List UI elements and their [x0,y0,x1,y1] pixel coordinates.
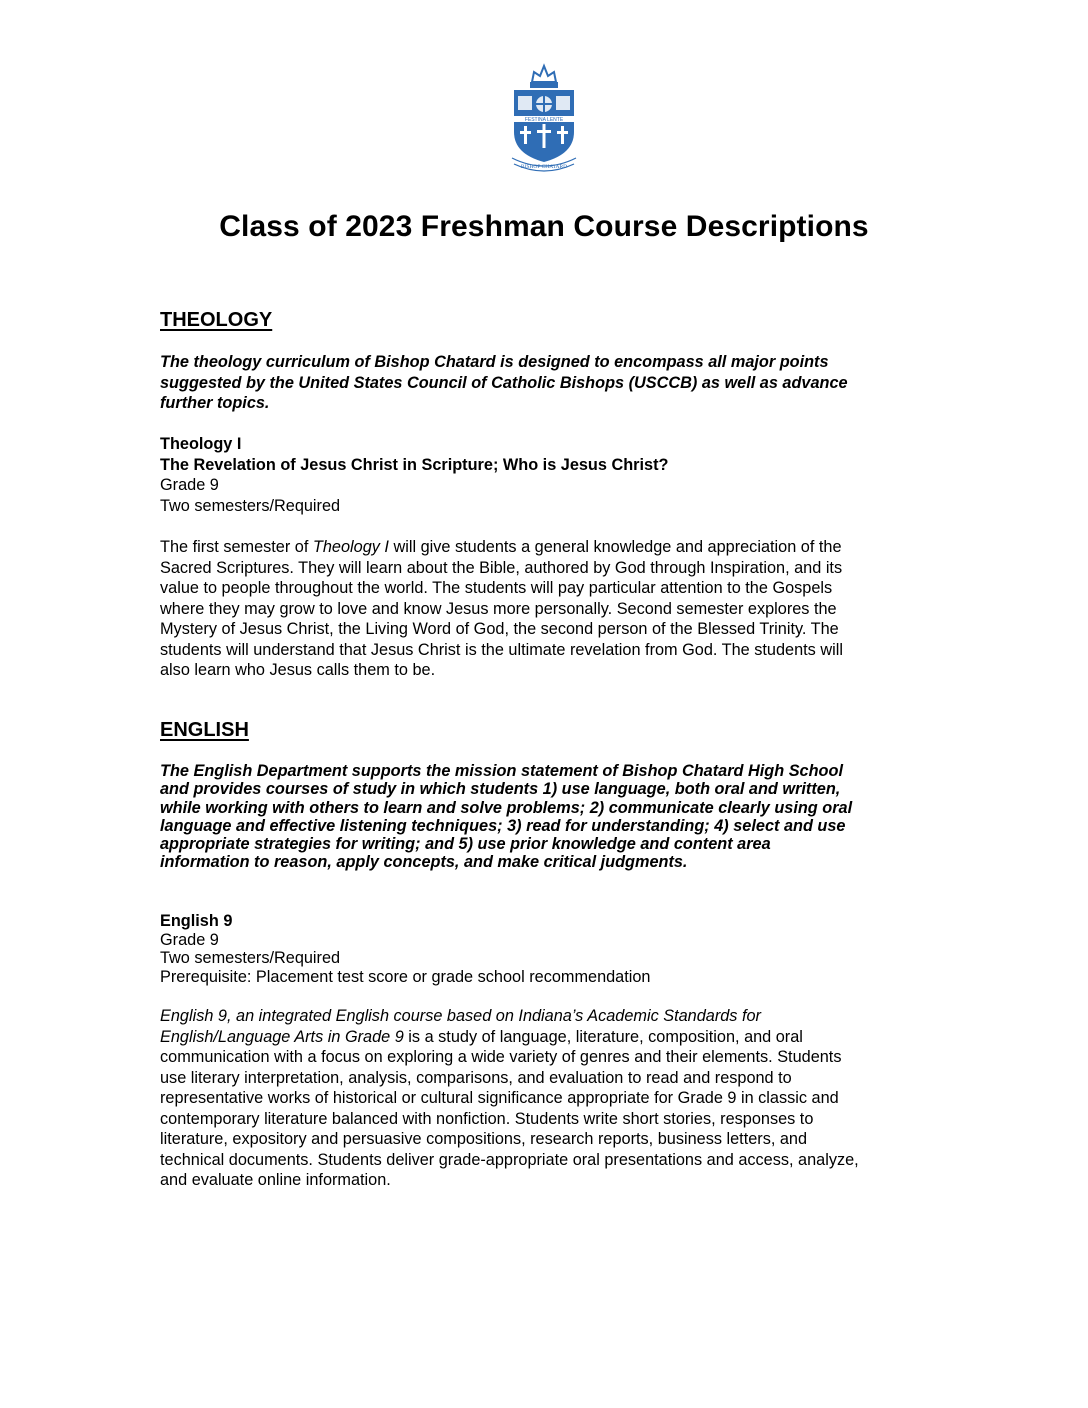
course-grade: Grade 9 [160,930,219,949]
theology-course-info [160,434,668,516]
description-line: literature, expository and persuasive compositions, research reports, business letters, and [160,1130,808,1148]
description-line: The first semester of Theology I will give students a general knowledge and appreciation of the [160,538,842,556]
theology-heading: THEOLOGY [160,309,273,331]
description-line: English/Language Arts in Grade 9 is a study of language, literature, composition, and oral [160,1027,803,1046]
course-length: Two semesters/Required [160,496,341,515]
page-title: Class of 2023 Freshman Course Descriptions [219,210,869,243]
description-line: representative works of historical or cultural significance appropriate for Grade 9 in classic and [160,1089,839,1107]
theology-intro-line: The theology curriculum of Bishop Chatard is designed to encompass all major points [160,353,829,371]
school-crest-icon [510,62,578,172]
course-name: English 9 [160,912,233,930]
course-length: Two semesters/Required [160,949,341,967]
theology-intro [160,352,848,414]
description-line: where they may grow to love and know Jesus more personally. Second semester explores the [160,599,837,618]
description-line: students will understand that Jesus Christ is the ultimate revelation from God. The students will [160,640,843,659]
course-grade: Grade 9 [160,476,219,494]
description-line: communication with a focus on exploring a wide variety of genres and their elements. Students [160,1048,842,1066]
theology-description [160,537,843,681]
course-prerequisite: Prerequisite: Placement test score or grade school recommendation [160,967,651,986]
english-description [160,1006,859,1191]
course-subtitle: The Revelation of Jesus Christ in Scripture; Who is Jesus Christ? [160,455,669,474]
description-line: contemporary literature balanced with nonfiction. Students write short stories, responses to [160,1109,814,1128]
description-line: English 9, an integrated English course based on Indiana’s Academic Standards for [160,1007,761,1025]
description-line: also learn who Jesus calls them to be. [160,661,436,679]
description-line: and evaluate online information. [160,1171,391,1189]
crest-name: BISHOP CHATARD [520,164,568,170]
english-intro-line: information to reason, apply concepts, and make critical judgments. [160,853,688,872]
english-intro-line: and provides courses of study in which students 1) use language, both oral and written, [160,780,841,799]
english-heading: ENGLISH [160,719,249,741]
crest-motto: FESTINA LENTE [524,117,564,123]
english-intro-line: language and effective listening techniques; 3) read for understanding; 4) select and use [160,816,846,835]
course-name: Theology I [160,435,242,453]
description-line: technical documents. Students deliver grade-appropriate oral presentations and access, analyze, [160,1150,859,1169]
english-intro-line: while working with others to learn and solve problems; 2) communicate clearly using oral [160,798,853,817]
description-line: Sacred Scriptures. They will learn about the Bible, authored by God through Inspiration, and its [160,558,843,577]
theology-intro-line: further topics. [160,394,270,412]
description-line: Mystery of Jesus Christ, the Living Word of God, the second person of the Blessed Trinity. The [160,620,839,638]
english-intro-line: appropriate strategies for writing; and 5) use prior knowledge and content area [160,835,771,854]
description-line: value to people throughout the world. The students will pay particular attention to the Gospels [160,579,833,597]
english-course-info [160,912,651,986]
theology-intro-line: suggested by the United States Council of Catholic Bishops (USCCB) as well as advance [160,373,848,392]
description-line: use literary interpretation, analysis, comparisons, and evaluation to read and respond to [160,1068,792,1087]
english-intro-line: The English Department supports the mission statement of Bishop Chatard High School [160,762,843,780]
english-intro [160,762,852,872]
